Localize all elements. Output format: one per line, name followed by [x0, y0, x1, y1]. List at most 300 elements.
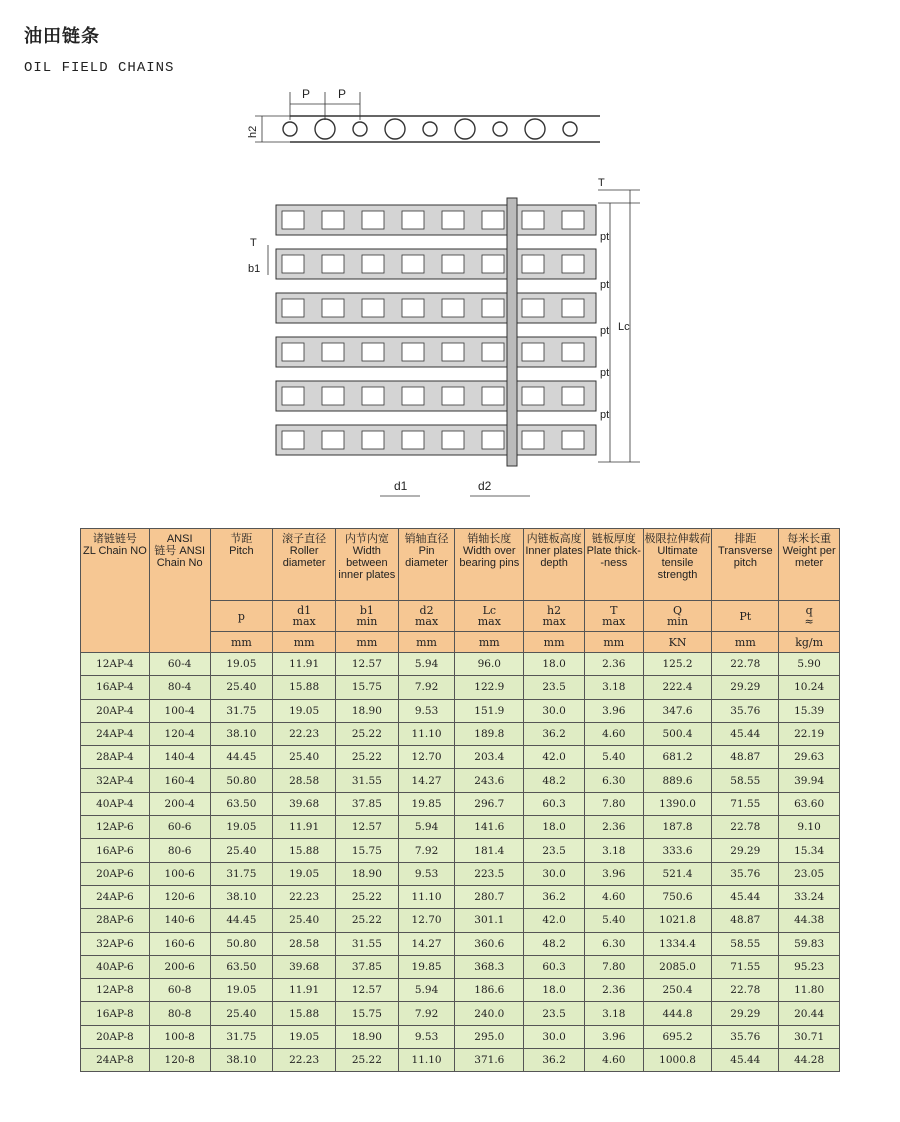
table-cell: 25.22 — [336, 1049, 399, 1072]
table-cell: 71.55 — [712, 955, 779, 978]
table-cell: 12AP-4 — [81, 653, 150, 676]
table-cell: 19.05 — [210, 653, 273, 676]
table-cell: 25.40 — [210, 1002, 273, 1025]
chain-link-shape — [563, 122, 577, 136]
chain-diagram — [0, 0, 900, 510]
table-cell: 42.0 — [524, 746, 585, 769]
table-cell: 141.6 — [455, 816, 524, 839]
chain-gap-shape — [562, 387, 584, 405]
table-cell: 222.4 — [643, 676, 712, 699]
chain-gap-shape — [562, 211, 584, 229]
table-cell: 6.30 — [584, 932, 643, 955]
table-cell: 18.90 — [336, 699, 399, 722]
table-cell: 1390.0 — [643, 792, 712, 815]
label-pt-5: pt — [600, 409, 610, 421]
table-cell: 12AP-6 — [81, 816, 150, 839]
table-cell: 3.18 — [584, 1002, 643, 1025]
label-b1: b1 — [248, 263, 261, 275]
table-cell: 23.5 — [524, 676, 585, 699]
table-cell: 5.90 — [779, 653, 840, 676]
chain-gap-shape — [282, 211, 304, 229]
table-cell: 19.85 — [398, 955, 455, 978]
table-cell: 63.60 — [779, 792, 840, 815]
table-cell: 4.60 — [584, 1049, 643, 1072]
table-cell: 44.38 — [779, 909, 840, 932]
unit-cell: mm — [210, 632, 273, 653]
chain-gap-shape — [362, 343, 384, 361]
table-cell: 295.0 — [455, 1025, 524, 1048]
unit-cell: mm — [712, 632, 779, 653]
chain-gap-shape — [322, 343, 344, 361]
table-row — [81, 1002, 840, 1025]
table-row — [81, 699, 840, 722]
label-pt-3: pt — [600, 325, 610, 337]
chain-link-shape — [283, 122, 297, 136]
chain-gap-shape — [282, 387, 304, 405]
chain-gap-shape — [282, 343, 304, 361]
chain-gap-shape — [522, 211, 544, 229]
table-cell: 45.44 — [712, 1049, 779, 1072]
chain-gap-shape — [482, 255, 504, 273]
table-cell: 29.29 — [712, 1002, 779, 1025]
table-cell: 45.44 — [712, 885, 779, 908]
table-cell: 16AP-8 — [81, 1002, 150, 1025]
chain-gap-shape — [402, 387, 424, 405]
chain-side-view — [283, 116, 600, 142]
table-cell: 25.22 — [336, 746, 399, 769]
chain-gap-shape — [562, 343, 584, 361]
table-cell: 37.85 — [336, 955, 399, 978]
spec-table — [80, 528, 840, 1072]
col-header-roller: 滚子直径 Roller diameter — [273, 529, 336, 601]
table-row — [81, 722, 840, 745]
table-cell: 30.0 — [524, 699, 585, 722]
table-cell: 140-4 — [149, 746, 210, 769]
col-header-transverse: 排距 Transverse pitch — [712, 529, 779, 601]
table-cell: 18.90 — [336, 862, 399, 885]
table-row — [81, 769, 840, 792]
chain-link-shape — [353, 122, 367, 136]
table-cell: 23.5 — [524, 1002, 585, 1025]
symbol-cell: b1 min — [336, 601, 399, 632]
table-cell: 15.88 — [273, 1002, 336, 1025]
table-row — [81, 1049, 840, 1072]
chain-gap-shape — [282, 255, 304, 273]
unit-cell: mm — [584, 632, 643, 653]
table-cell: 15.88 — [273, 676, 336, 699]
table-cell: 58.55 — [712, 769, 779, 792]
table-cell: 18.0 — [524, 979, 585, 1002]
table-cell: 25.40 — [273, 909, 336, 932]
chain-gap-shape — [362, 431, 384, 449]
table-cell: 22.78 — [712, 816, 779, 839]
table-cell: 750.6 — [643, 885, 712, 908]
table-cell: 44.45 — [210, 909, 273, 932]
table-cell: 1000.8 — [643, 1049, 712, 1072]
table-cell: 39.94 — [779, 769, 840, 792]
chain-gap-shape — [322, 255, 344, 273]
table-cell: 3.96 — [584, 699, 643, 722]
table-cell: 250.4 — [643, 979, 712, 1002]
symbol-cell: p — [210, 601, 273, 632]
table-cell: 2085.0 — [643, 955, 712, 978]
table-cell: 444.8 — [643, 1002, 712, 1025]
table-cell: 58.55 — [712, 932, 779, 955]
chain-gap-shape — [282, 431, 304, 449]
table-cell: 32AP-6 — [81, 932, 150, 955]
table-cell: 7.92 — [398, 1002, 455, 1025]
table-cell: 1021.8 — [643, 909, 712, 932]
table-cell: 240.0 — [455, 1002, 524, 1025]
table-cell: 11.10 — [398, 1049, 455, 1072]
table-cell: 28AP-4 — [81, 746, 150, 769]
chain-plan-view — [276, 198, 596, 466]
table-cell: 200-4 — [149, 792, 210, 815]
table-cell: 11.91 — [273, 653, 336, 676]
chain-gap-shape — [362, 299, 384, 317]
table-cell: 19.05 — [273, 699, 336, 722]
table-cell: 35.76 — [712, 1025, 779, 1048]
table-cell: 125.2 — [643, 653, 712, 676]
col-header-zl: 诸链链号 ZL Chain NO — [81, 529, 150, 653]
table-cell: 7.92 — [398, 676, 455, 699]
table-cell: 35.76 — [712, 862, 779, 885]
table-cell: 12.57 — [336, 979, 399, 1002]
chain-gap-shape — [442, 299, 464, 317]
table-cell: 25.40 — [210, 839, 273, 862]
symbol-cell: h2 max — [524, 601, 585, 632]
unit-cell: KN — [643, 632, 712, 653]
table-cell: 60-8 — [149, 979, 210, 1002]
table-cell: 22.23 — [273, 1049, 336, 1072]
col-header-weight: 每米长重 Weight per meter — [779, 529, 840, 601]
table-cell: 40AP-4 — [81, 792, 150, 815]
col-header-pin-dia: 销轴直径 Pin diameter — [398, 529, 455, 601]
table-cell: 681.2 — [643, 746, 712, 769]
chain-gap-shape — [562, 255, 584, 273]
table-cell: 11.80 — [779, 979, 840, 1002]
unit-cell: mm — [524, 632, 585, 653]
table-cell: 22.19 — [779, 722, 840, 745]
table-cell: 3.96 — [584, 1025, 643, 1048]
chain-link-shape — [385, 119, 405, 139]
chain-gap-shape — [522, 431, 544, 449]
table-cell: 360.6 — [455, 932, 524, 955]
chain-gap-shape — [482, 431, 504, 449]
table-cell: 18.90 — [336, 1025, 399, 1048]
table-cell: 19.05 — [273, 862, 336, 885]
chain-gap-shape — [322, 211, 344, 229]
table-cell: 95.23 — [779, 955, 840, 978]
table-cell: 521.4 — [643, 862, 712, 885]
table-cell: 25.22 — [336, 885, 399, 908]
chain-gap-shape — [482, 343, 504, 361]
table-cell: 38.10 — [210, 1049, 273, 1072]
label-pt-4: pt — [600, 367, 610, 379]
table-cell: 301.1 — [455, 909, 524, 932]
table-cell: 29.29 — [712, 839, 779, 862]
table-cell: 30.0 — [524, 862, 585, 885]
symbol-cell: Q min — [643, 601, 712, 632]
chain-link-shape — [525, 119, 545, 139]
table-cell: 16AP-6 — [81, 839, 150, 862]
chain-gap-shape — [402, 431, 424, 449]
col-header-tensile: 极限拉伸载荷 Ultimate tensile strength — [643, 529, 712, 601]
table-cell: 371.6 — [455, 1049, 524, 1072]
table-row — [81, 653, 840, 676]
table-cell: 38.10 — [210, 722, 273, 745]
table-cell: 25.22 — [336, 909, 399, 932]
chain-gap-shape — [442, 387, 464, 405]
table-cell: 31.75 — [210, 862, 273, 885]
chain-link-shape — [455, 119, 475, 139]
label-p1: P — [302, 87, 311, 101]
table-cell: 9.53 — [398, 1025, 455, 1048]
table-cell: 19.05 — [210, 816, 273, 839]
table-cell: 60.3 — [524, 955, 585, 978]
table-cell: 24AP-8 — [81, 1049, 150, 1072]
table-cell: 19.05 — [273, 1025, 336, 1048]
table-cell: 33.24 — [779, 885, 840, 908]
table-cell: 63.50 — [210, 792, 273, 815]
table-cell: 1334.4 — [643, 932, 712, 955]
table-cell: 4.60 — [584, 885, 643, 908]
chain-link-shape — [315, 119, 335, 139]
table-cell: 20AP-8 — [81, 1025, 150, 1048]
table-cell: 38.10 — [210, 885, 273, 908]
table-row — [81, 932, 840, 955]
table-cell: 120-4 — [149, 722, 210, 745]
table-cell: 333.6 — [643, 839, 712, 862]
symbol-cell: Lc max — [455, 601, 524, 632]
chain-gap-shape — [362, 211, 384, 229]
chain-gap-shape — [442, 343, 464, 361]
chain-gap-shape — [482, 299, 504, 317]
spec-table-wrap — [80, 528, 840, 1072]
table-cell: 80-6 — [149, 839, 210, 862]
table-cell: 7.80 — [584, 792, 643, 815]
table-cell: 100-6 — [149, 862, 210, 885]
table-cell: 14.27 — [398, 932, 455, 955]
table-cell: 11.10 — [398, 885, 455, 908]
table-cell: 36.2 — [524, 1049, 585, 1072]
table-cell: 22.78 — [712, 979, 779, 1002]
table-cell: 36.2 — [524, 885, 585, 908]
table-cell: 160-6 — [149, 932, 210, 955]
table-cell: 20.44 — [779, 1002, 840, 1025]
unit-cell: mm — [398, 632, 455, 653]
table-cell: 5.40 — [584, 746, 643, 769]
table-cell: 31.55 — [336, 932, 399, 955]
table-cell: 100-8 — [149, 1025, 210, 1048]
table-cell: 39.68 — [273, 792, 336, 815]
table-cell: 5.94 — [398, 979, 455, 1002]
chain-gap-shape — [402, 343, 424, 361]
table-cell: 186.6 — [455, 979, 524, 1002]
table-cell: 30.0 — [524, 1025, 585, 1048]
table-cell: 44.28 — [779, 1049, 840, 1072]
table-row — [81, 676, 840, 699]
unit-cell: kg/m — [779, 632, 840, 653]
chain-link-shape — [423, 122, 437, 136]
label-t-top: T — [598, 177, 605, 189]
table-cell: 140-6 — [149, 909, 210, 932]
table-cell: 45.44 — [712, 722, 779, 745]
table-cell: 12.70 — [398, 746, 455, 769]
table-cell: 9.53 — [398, 699, 455, 722]
table-cell: 48.87 — [712, 746, 779, 769]
table-cell: 12AP-8 — [81, 979, 150, 1002]
chain-gap-shape — [282, 299, 304, 317]
table-cell: 3.18 — [584, 676, 643, 699]
table-cell: 63.50 — [210, 955, 273, 978]
table-row — [81, 979, 840, 1002]
label-t-left: T — [250, 237, 257, 249]
chain-gap-shape — [522, 343, 544, 361]
table-cell: 20AP-4 — [81, 699, 150, 722]
chain-gap-shape — [402, 255, 424, 273]
table-cell: 37.85 — [336, 792, 399, 815]
table-row — [81, 816, 840, 839]
table-cell: 40AP-6 — [81, 955, 150, 978]
table-cell: 7.80 — [584, 955, 643, 978]
table-cell: 6.30 — [584, 769, 643, 792]
unit-cell: mm — [273, 632, 336, 653]
table-cell: 5.94 — [398, 653, 455, 676]
table-cell: 28AP-6 — [81, 909, 150, 932]
table-row — [81, 746, 840, 769]
chain-gap-shape — [442, 211, 464, 229]
table-cell: 12.70 — [398, 909, 455, 932]
table-cell: 60.3 — [524, 792, 585, 815]
table-cell: 5.40 — [584, 909, 643, 932]
table-cell: 120-6 — [149, 885, 210, 908]
table-cell: 15.75 — [336, 1002, 399, 1025]
table-cell: 11.91 — [273, 979, 336, 1002]
table-cell: 19.05 — [210, 979, 273, 1002]
table-cell: 31.75 — [210, 699, 273, 722]
table-cell: 243.6 — [455, 769, 524, 792]
table-cell: 7.92 — [398, 839, 455, 862]
table-row — [81, 909, 840, 932]
table-cell: 15.75 — [336, 676, 399, 699]
table-cell: 2.36 — [584, 979, 643, 1002]
chain-gap-shape — [562, 431, 584, 449]
chain-gap-shape — [562, 299, 584, 317]
symbol-cell: d1 max — [273, 601, 336, 632]
unit-cell: mm — [455, 632, 524, 653]
table-cell: 19.85 — [398, 792, 455, 815]
col-header-plate-thick: 链板厚度 Plate thick- -ness — [584, 529, 643, 601]
table-cell: 15.75 — [336, 839, 399, 862]
chain-gap-shape — [522, 387, 544, 405]
col-header-pin-len: 销轴长度 Width over bearing pins — [455, 529, 524, 601]
chain-gap-shape — [482, 211, 504, 229]
table-cell: 42.0 — [524, 909, 585, 932]
table-cell: 3.96 — [584, 862, 643, 885]
chain-gap-shape — [522, 299, 544, 317]
table-cell: 44.45 — [210, 746, 273, 769]
table-cell: 48.87 — [712, 909, 779, 932]
table-cell: 11.91 — [273, 816, 336, 839]
chain-link-shape — [493, 122, 507, 136]
table-cell: 14.27 — [398, 769, 455, 792]
table-cell: 151.9 — [455, 699, 524, 722]
chain-gap-shape — [442, 255, 464, 273]
table-row — [81, 839, 840, 862]
table-cell: 28.58 — [273, 769, 336, 792]
table-cell: 2.36 — [584, 816, 643, 839]
col-header-pitch: 节距 Pitch — [210, 529, 273, 601]
col-header-plate-depth: 内链板高度 Inner plates depth — [524, 529, 585, 601]
table-cell: 15.39 — [779, 699, 840, 722]
table-cell: 4.60 — [584, 722, 643, 745]
table-cell: 29.63 — [779, 746, 840, 769]
table-cell: 122.9 — [455, 676, 524, 699]
table-cell: 12.57 — [336, 653, 399, 676]
col-header-ansi: ANSI 链号 ANSI Chain No — [149, 529, 210, 653]
chain-gap-shape — [322, 431, 344, 449]
symbol-cell: q ≈ — [779, 601, 840, 632]
table-cell: 80-4 — [149, 676, 210, 699]
pin-shape — [507, 198, 517, 466]
page-title-cn: 油田链条 — [24, 26, 100, 47]
table-row — [81, 955, 840, 978]
table-cell: 31.55 — [336, 769, 399, 792]
table-cell: 9.53 — [398, 862, 455, 885]
table-cell: 24AP-6 — [81, 885, 150, 908]
table-cell: 60-4 — [149, 653, 210, 676]
table-cell: 889.6 — [643, 769, 712, 792]
table-cell: 16AP-4 — [81, 676, 150, 699]
table-cell: 11.10 — [398, 722, 455, 745]
table-row — [81, 792, 840, 815]
table-cell: 32AP-4 — [81, 769, 150, 792]
label-pt-1: pt — [600, 231, 610, 243]
table-cell: 25.22 — [336, 722, 399, 745]
table-cell: 2.36 — [584, 653, 643, 676]
table-cell: 187.8 — [643, 816, 712, 839]
table-cell: 280.7 — [455, 885, 524, 908]
label-h2: h2 — [247, 125, 259, 138]
table-cell: 71.55 — [712, 792, 779, 815]
table-cell: 10.24 — [779, 676, 840, 699]
table-cell: 22.23 — [273, 722, 336, 745]
page-title-en: OIL FIELD CHAINS — [24, 60, 175, 76]
table-cell: 200-6 — [149, 955, 210, 978]
table-cell: 59.83 — [779, 932, 840, 955]
chain-gap-shape — [362, 387, 384, 405]
table-cell: 25.40 — [210, 676, 273, 699]
table-cell: 28.58 — [273, 932, 336, 955]
table-cell: 203.4 — [455, 746, 524, 769]
table-cell: 50.80 — [210, 769, 273, 792]
table-cell: 24AP-4 — [81, 722, 150, 745]
table-cell: 695.2 — [643, 1025, 712, 1048]
label-d2: d2 — [478, 479, 492, 493]
table-cell: 160-4 — [149, 769, 210, 792]
table-cell: 18.0 — [524, 653, 585, 676]
table-cell: 368.3 — [455, 955, 524, 978]
table-cell: 500.4 — [643, 722, 712, 745]
table-cell: 100-4 — [149, 699, 210, 722]
table-cell: 223.5 — [455, 862, 524, 885]
table-cell: 29.29 — [712, 676, 779, 699]
table-cell: 181.4 — [455, 839, 524, 862]
label-p2: P — [338, 87, 347, 101]
chain-gap-shape — [442, 431, 464, 449]
chain-gap-shape — [522, 255, 544, 273]
